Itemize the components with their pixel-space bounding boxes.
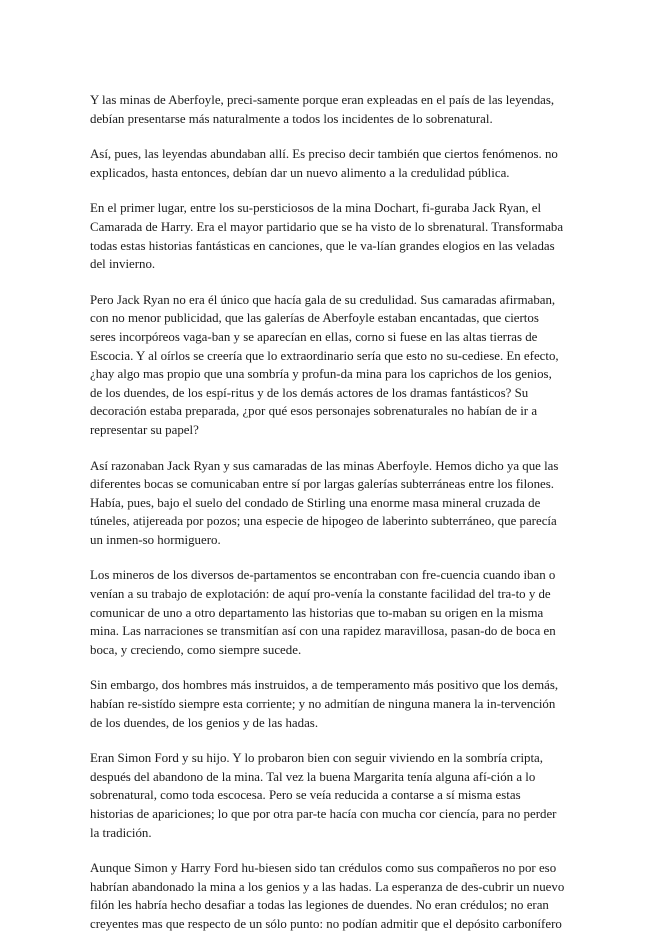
paragraph-1: Y las minas de Aberfoyle, preci-samente porque eran expleadas en el país de las leyendas, debían presentarse más naturalmente a todos los incidentes de lo sobrenatural. <box>90 93 555 126</box>
paragraph-9: Aunque Simon y Harry Ford hu-biesen sido tan crédulos como sus compañeros no por eso habrían abandonado la mina a los genios y a las hadas. La esperanza de des-cubrir un nuevo filón les habría hecho desafiar a todas las legiones de duendes. No eran crédulos; no eran creyentes mas que respecto de un sólo punto: no podían admitir que el depósito carbonífero <box>90 861 565 931</box>
paragraph-3: En el primer lugar, entre los su-persticiosos de la mina Dochart, fi-guraba Jack Ryan, el Camarada de Harry. Era el mayor partidario que se ha visto de lo sbrenatural. Transformaba todas estas historias fantásticas en canciones, que le va-lían grandes elogios en las veladas del invierno. <box>90 201 564 272</box>
paragraph-7: Sin embargo, dos hombres más instruidos, a de temperamento más positivo que los demás, habían re-sistído siempre esta corriente; y no admitían de ninguna manera la in-tervención de los duendes, de los genios y de las hadas. <box>90 678 559 730</box>
paragraph-6: Los mineros de los diversos de-partamentos se encontraban con fre-cuencia cuando iban o venían a su trabajo de explotación: de aquí pro-venía la constante facilidad del tra-to y de comunicar de uno a otro departamento las historias que to-maban su origen en la misma mina. Las narraciones se transmitían así con una rapidez maravillosa, pasan-do de boca en boca, y creciendo, como siempre sucede. <box>90 568 556 657</box>
paragraph-4: Pero Jack Ryan no era él único que hacía gala de su credulidad. Sus camaradas afirmaban, con no menor publicidad, que las galerías de Aberfoyle estaban encantadas, que ciertos seres incorpóreos vaga-ban y se aparecían en ellas, corno si fuese en las altas tierras de Escocia. Y al oírlos se creería que lo extraordinario sería que esto no su-cediese. En efecto, ¿hay algo mas propio que una sombría y profun-da mina para los caprichos de los genios, de los duendes, de los espí-ritus y de los demás actores de los dramas fantásticos? Su decoración estaba preparada, ¿por qué esos personajes sobrenaturales no habían de ir a representar su papel? <box>90 292 559 437</box>
document-body <box>90 91 572 951</box>
paragraph-5: Así razonaban Jack Ryan y sus camaradas de las minas Aberfoyle. Hemos dicho ya que las diferentes bocas se comunicaban entre sí por largas galerías subterráneas entre los filones. Había, pues, bajo el suelo del condado de Stirling una enorme masa mineral cruzada de túneles, atijereada por pozos; una especie de hipogeo de laberinto subterráneo, que parecía un inmen-so hormiguero. <box>90 458 559 547</box>
paragraph-8: Eran Simon Ford y su hijo. Y lo probaron bien con seguir viviendo en la sombría cripta, después del abandono de la mina. Tal vez la buena Margarita tenía alguna afí-ción a lo sobrenatural, como toda escocesa. Pero se veía reducida a contarse a sí misma estas historias de apariciones; lo que por otra par-te hacía con mucha cor ciencía, para no perder la tradición. <box>90 751 557 840</box>
paragraph-2: Así, pues, las leyendas abundaban allí. Es preciso decir también que ciertos fenómenos. no explicados, hasta entonces, debían dar un nuevo alimento a la credulidad pública. <box>90 147 558 180</box>
